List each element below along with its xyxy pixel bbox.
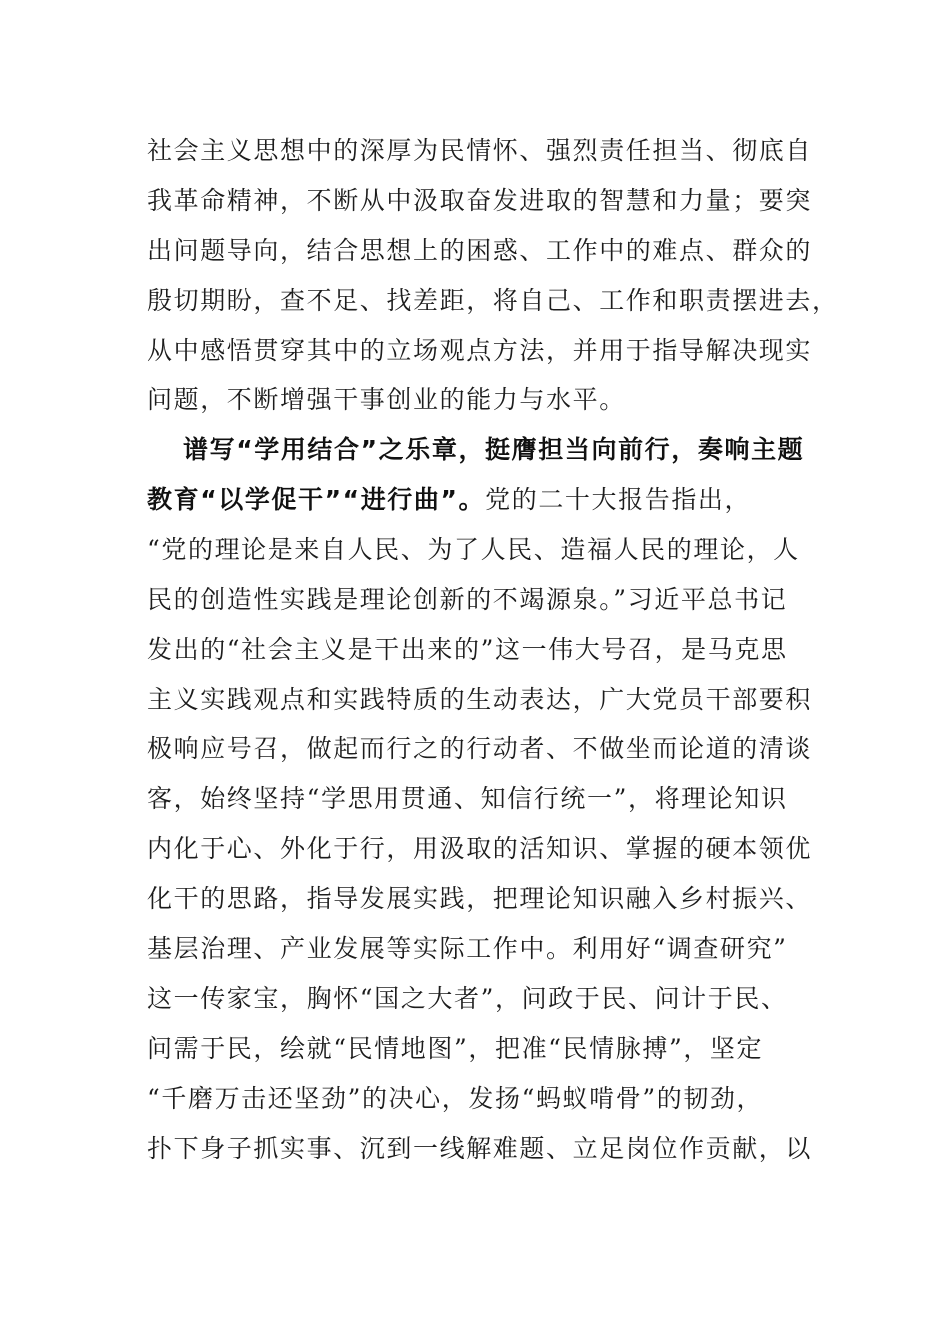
text-line: 出问题导向，结合思想上的困惑、工作中的难点、群众的 xyxy=(147,236,813,265)
paragraph-heading: 谱写“学用结合”之乐章，挺膺担当向前行，奏响主题 xyxy=(183,435,805,464)
text-line: “党的理论是来自人民、为了人民、造福人民的理论，人 xyxy=(147,535,800,564)
paragraph-heading-end: 教育“以学促干”“进行曲”。 xyxy=(147,485,486,514)
text-line: 基层治理、产业发展等实际工作中。利用好“调查研究” xyxy=(147,934,788,963)
text-line: 我革命精神，不断从中汲取奋发进取的智慧和力量；要突 xyxy=(147,186,813,215)
text-line: 从中感悟贯穿其中的立场观点方法，并用于指导解决现实 xyxy=(147,336,813,365)
text-line: 社会主义思想中的深厚为民情怀、强烈责任担当、彻底自 xyxy=(147,136,813,165)
text-line: 主义实践观点和实践特质的生动表达，广大党员干部要积 xyxy=(147,685,813,714)
text-line: 内化于心、外化于行，用汲取的活知识、掌握的硬本领优 xyxy=(147,834,813,863)
text-line xyxy=(147,484,751,516)
text-line: 客，始终坚持“学思用贯通、知信行统一”，将理论知识 xyxy=(147,784,788,813)
text-line: 这一传家宝，胸怀“国之大者”，问政于民、问计于民、 xyxy=(147,984,788,1013)
text-line: 问需于民，绘就“民情地图”，把准“民情脉搏”，坚定 xyxy=(147,1034,764,1063)
text-line: 极响应号召，做起而行之的行动者、不做坐而论道的清谈 xyxy=(147,734,813,763)
text-line: “千磨万击还坚劲”的决心，发扬“蚂蚁啃骨”的韧劲， xyxy=(147,1084,764,1113)
text-line: 问题，不断增强干事创业的能力与水平。 xyxy=(147,385,626,414)
text-line: 发出的“社会主义是干出来的”这一伟大号召，是马克思 xyxy=(147,635,788,664)
text-line: 扑下身子抓实事、沉到一线解难题、立足岗位作贡献，以 xyxy=(147,1134,813,1163)
text-line: 殷切期盼，查不足、找差距，将自己、工作和职责摆进去， xyxy=(147,286,839,315)
text-span: 党的二十大报告指出， xyxy=(485,485,752,514)
text-line: 民的创造性实践是理论创新的不竭源泉。”习近平总书记 xyxy=(147,585,788,614)
text-line: 化干的思路，指导发展实践，把理论知识融入乡村振兴、 xyxy=(147,884,813,913)
